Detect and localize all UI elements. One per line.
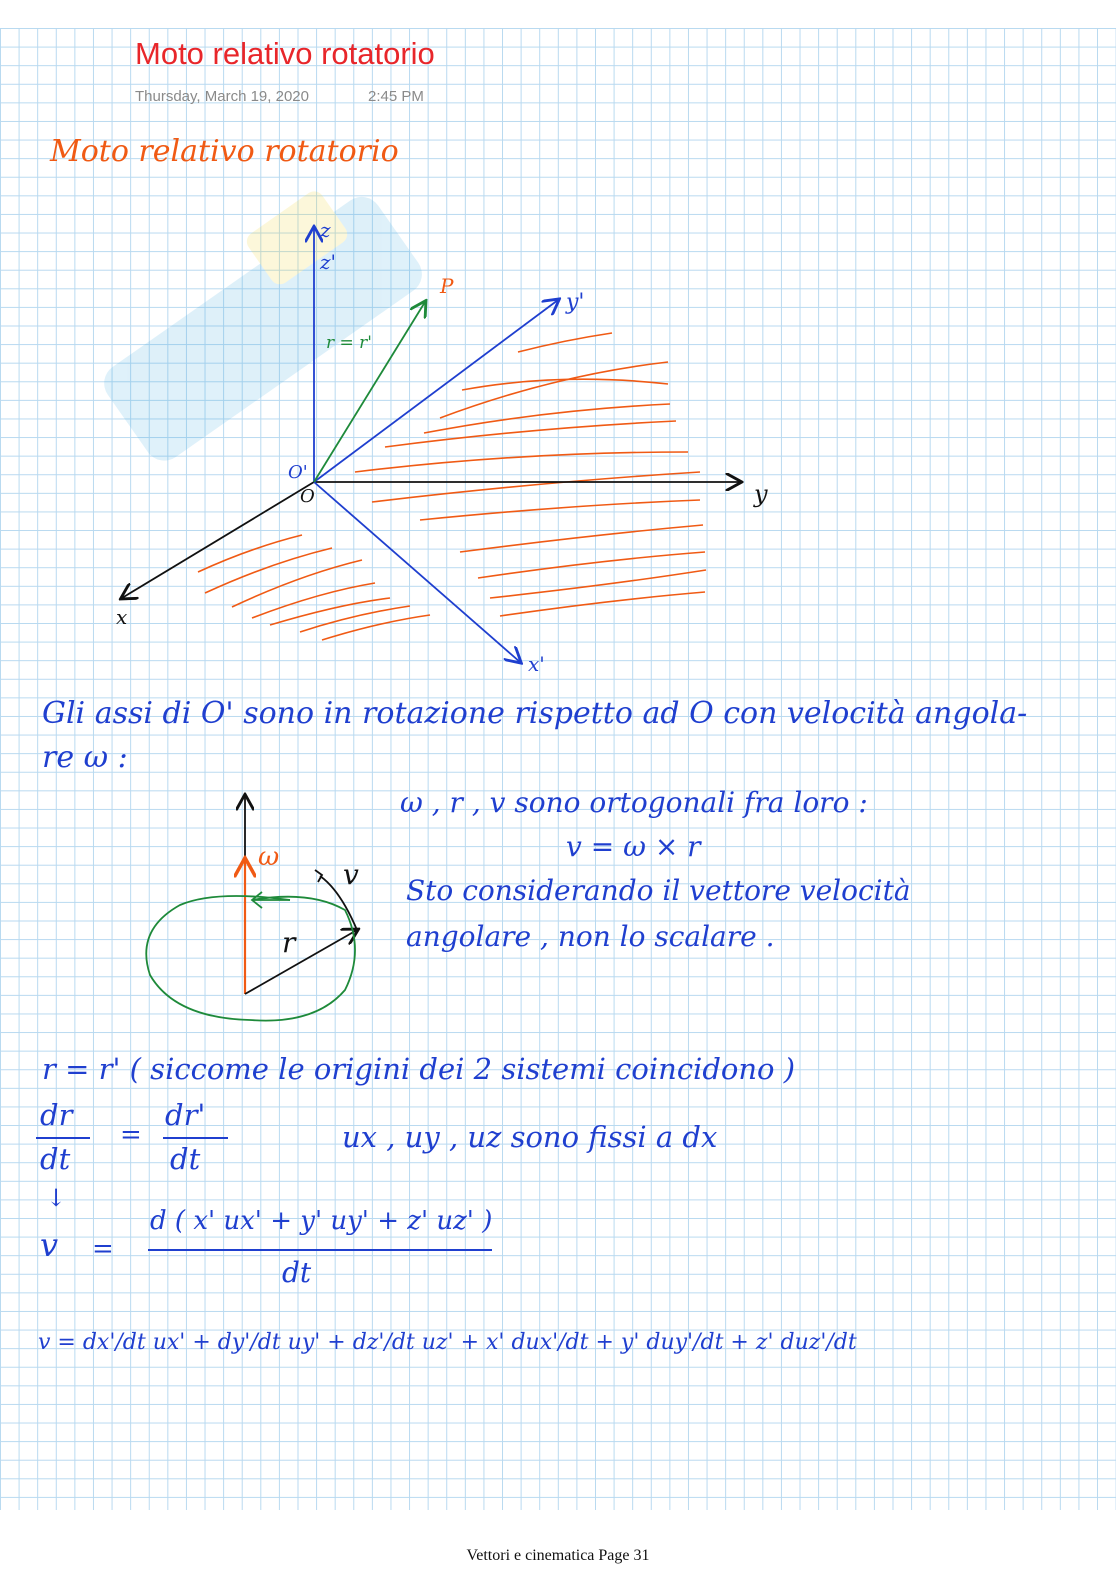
note-line-2: re ω :	[42, 740, 128, 775]
vector-line-1: Sto considerando il vettore velocità	[406, 874, 911, 907]
eq3-numerator: d ( x' ux' + y' uy' + z' uz' )	[150, 1206, 493, 1236]
rotation-circle	[146, 896, 355, 1021]
label-o: O	[300, 486, 315, 507]
eq2-left-numerator: dr	[40, 1098, 73, 1132]
page-footer: Vettori e cinematica Page 31	[466, 1547, 650, 1564]
position-vector-p	[314, 302, 425, 482]
hatching-upper	[355, 333, 706, 616]
vector-line-2: angolare , non lo scalare .	[406, 920, 775, 953]
label-x: x	[116, 605, 128, 629]
label-omega: ω	[258, 842, 280, 872]
label-z: z	[320, 218, 331, 242]
page-date: Thursday, March 19, 2020	[135, 88, 309, 105]
page-time: 2:45 PM	[368, 88, 424, 105]
handwritten-title: Moto relativo rotatorio	[50, 134, 399, 169]
eq2-equals: =	[120, 1120, 142, 1150]
label-z-prime: z'	[320, 250, 337, 274]
label-y-prime: y'	[566, 290, 585, 315]
eq3-denominator: dt	[282, 1256, 312, 1289]
eq3-v: v	[40, 1226, 59, 1264]
label-x-prime: x'	[528, 652, 545, 676]
eq2-right-denominator: dt	[170, 1142, 201, 1176]
rotation-arrow	[252, 892, 290, 908]
eq3-arrow: ↓	[46, 1184, 67, 1212]
x-prime-axis	[314, 482, 520, 662]
hatching-lower	[198, 535, 430, 640]
orthogonal-line-1: ω , r , v sono ortogonali fra loro :	[400, 786, 868, 819]
label-p: P	[440, 274, 454, 298]
eq2-left-denominator: dt	[40, 1142, 71, 1176]
page-title: Moto relativo rotatorio	[135, 36, 435, 71]
label-y: y	[754, 480, 768, 508]
v-arrow-tip	[315, 870, 322, 882]
orthogonal-line-2: v = ω × r	[566, 830, 701, 863]
note-line-1: Gli assi di O' sono in rotazione rispetto ad O con velocità angola-	[42, 696, 1028, 731]
eq2-right-numerator: dr'	[165, 1098, 206, 1132]
label-r-equals-r-prime: r = r'	[326, 333, 372, 353]
label-o-prime: O'	[288, 462, 308, 483]
label-r: r	[282, 926, 296, 959]
r-vector	[245, 930, 357, 994]
eq3-equals: =	[92, 1234, 114, 1264]
equation-4: v = dx'/dt ux' + dy'/dt uy' + dz'/dt uz' + x' dux'/dt + y' duy'/dt + z' duz'/dt	[38, 1330, 857, 1355]
label-v: v	[343, 858, 359, 891]
equation-1: r = r' ( siccome le origini dei 2 sistemi coincidono )	[42, 1052, 796, 1086]
eq2-note: ux , uy , uz sono fissi a dx	[342, 1120, 718, 1154]
